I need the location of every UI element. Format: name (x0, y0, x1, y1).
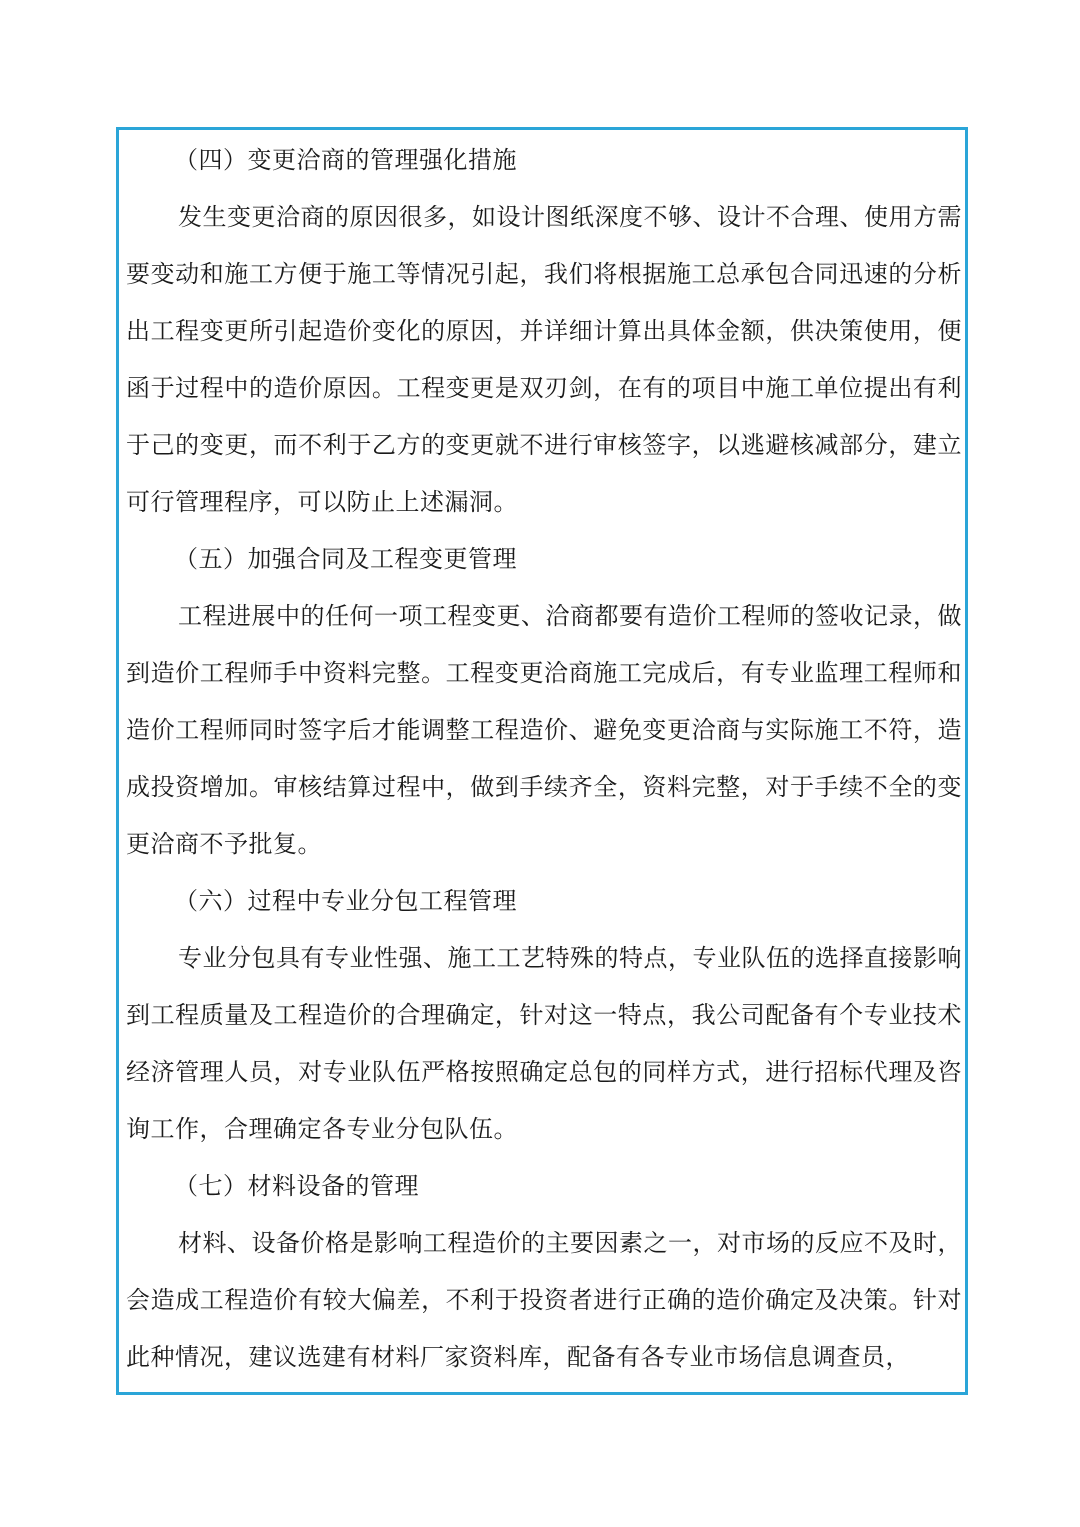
section-6 (126, 873, 962, 1158)
document-content (126, 132, 962, 1386)
section-heading: （七）材料设备的管理 (174, 1172, 419, 1200)
section-5 (126, 531, 962, 873)
section-paragraph: 工程进展中的任何一项工程变更、洽商都要有造价工程师的签收记录，做到造价工程师手中资料完整。工程变更洽商施工完成后，有专业监理工程师和造价工程师同时签字后才能调整工程造价、避免变更洽商与实际施工不符，造成投资增加。审核结算过程中，做到手续齐全，资料完整，对于手续不全的变更洽商不予批复。 (126, 602, 962, 858)
section-4 (126, 132, 962, 531)
section-heading: （五）加强合同及工程变更管理 (174, 545, 517, 573)
section-paragraph: 专业分包具有专业性强、施工工艺特殊的特点，专业队伍的选择直接影响到工程质量及工程造价的合理确定，针对这一特点，我公司配备有个专业技术经济管理人员，对专业队伍严格按照确定总包的同样方式，进行招标代理及咨询工作，合理确定各专业分包队伍。 (126, 944, 962, 1143)
section-heading: （六）过程中专业分包工程管理 (174, 887, 517, 915)
section-heading: （四）变更洽商的管理强化措施 (174, 146, 517, 174)
section-paragraph: 材料、设备价格是影响工程造价的主要因素之一，对市场的反应不及时，会造成工程造价有较大偏差，不利于投资者进行正确的造价确定及决策。针对此种情况，建议选建有材料厂家资料库，配备有各专业市场信息调查员， (126, 1229, 962, 1371)
section-paragraph: 发生变更洽商的原因很多，如设计图纸深度不够、设计不合理、使用方需要变动和施工方便于施工等情况引起，我们将根据施工总承包合同迅速的分析出工程变更所引起造价变化的原因，并详细计算出具体金额，供决策使用，便函于过程中的造价原因。工程变更是双刃剑，在有的项目中施工单位提出有利于己的变更，而不利于乙方的变更就不进行审核签字，以逃避核减部分，建立可行管理程序，可以防止上述漏洞。 (126, 203, 962, 516)
section-7 (126, 1158, 962, 1386)
